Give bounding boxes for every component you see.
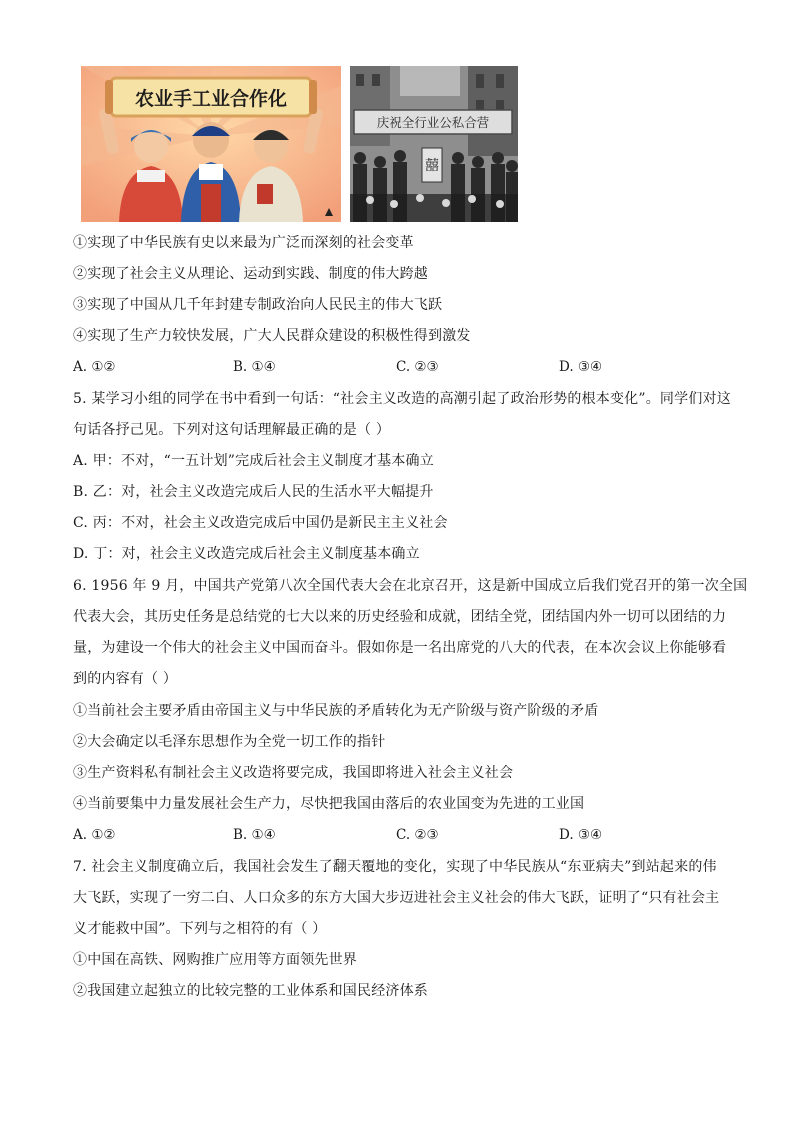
q6-item: ③生产资料私有制社会主义改造将要完成，我国即将进入社会主义社会 <box>73 765 514 781</box>
q6-option-d[interactable]: D. ③④ <box>559 827 603 843</box>
q7-stem-line: 义才能救中国”。下列与之相符的有（ ） <box>73 921 327 937</box>
q6-option-c[interactable]: C. ②③ <box>396 827 439 843</box>
q5-choice-a[interactable]: A. 甲：不对，“一五计划”完成后社会主义制度才基本确立 <box>73 453 434 469</box>
left-banner-text: 农业手工业合作化 <box>134 88 288 110</box>
q7-stem-line: 大飞跃，实现了一穷二白、人口众多的东方大国大步迈进社会主义社会的伟大飞跃，证明了“只有社会主 <box>73 890 720 906</box>
q4-item: ③实现了中国从几千年封建专制政治向人民民主的伟大飞跃 <box>73 297 443 313</box>
q4-item: ①实现了中华民族有史以来最为广泛而深刻的社会变革 <box>73 235 414 251</box>
q4-option-a[interactable]: A. ①② <box>73 359 116 375</box>
q7-stem-line: 7. 社会主义制度确立后，我国社会发生了翻天覆地的变化，实现了中华民族从“东亚病夫”到站起来的伟 <box>73 859 717 875</box>
q6-stem-line: 量，为建设一个伟大的社会主义中国而奋斗。假如你是一名出席党的八大的代表，在本次会议上你能够看 <box>73 640 727 656</box>
q4-item: ④实现了生产力较快发展，广大人民群众建设的积极性得到激发 <box>73 328 471 344</box>
q6-stem-line: 6. 1956 年 9 月，中国共产党第八次全国代表大会在北京召开，这是新中国成立后我们党召开的第一次全国 <box>73 578 748 594</box>
q6-option-a[interactable]: A. ①② <box>73 827 116 843</box>
q6-item: ②大会确定以毛泽东思想作为全党一切工作的指针 <box>73 734 386 750</box>
q7-item: ②我国建立起独立的比较完整的工业体系和国民经济体系 <box>73 983 428 999</box>
q5-stem-line: 5. 某学习小组的同学在书中看到一句话：“社会主义改造的高潮引起了政治形势的根本变化”。同学们对这 <box>73 391 731 407</box>
q5-choice-c[interactable]: C. 丙：不对，社会主义改造完成后中国仍是新民主主义社会 <box>73 515 448 531</box>
q6-item: ④当前要集中力量发展社会生产力，尽快把我国由落后的农业国变为先进的工业国 <box>73 796 585 812</box>
q4-option-c[interactable]: C. ②③ <box>396 359 439 375</box>
q6-stem-line: 到的内容有（ ） <box>73 671 178 687</box>
q5-choice-d[interactable]: D. 丁：对，社会主义改造完成后社会主义制度基本确立 <box>73 546 420 562</box>
q5-stem-line: 句话各抒己见。下列对这句话理解最正确的是（ ） <box>73 422 391 438</box>
q4-option-b[interactable]: B. ①④ <box>233 359 276 375</box>
q6-item: ①当前社会主要矛盾由帝国主义与中华民族的矛盾转化为无产阶级与资产阶级的矛盾 <box>73 703 599 719</box>
q7-item: ①中国在高铁、网购推广应用等方面领先世界 <box>73 952 357 968</box>
q4-item: ②实现了社会主义从理论、运动到实践、制度的伟大跨越 <box>73 266 428 282</box>
right-sign-text: 囍 <box>425 158 439 174</box>
q4-option-d[interactable]: D. ③④ <box>559 359 603 375</box>
q6-stem-line: 代表大会，其历史任务是总结党的七大以来的历史经验和成就，团结全党，团结国内外一切可以团结的力 <box>73 609 727 625</box>
q6-option-b[interactable]: B. ①④ <box>233 827 276 843</box>
cooperative-poster-image <box>81 66 341 222</box>
public-private-joint-venture-photo <box>350 66 518 222</box>
right-banner-text: 庆祝全行业公私合营 <box>376 115 490 130</box>
q5-choice-b[interactable]: B. 乙：对，社会主义改造完成后人民的生活水平大幅提升 <box>73 484 434 500</box>
